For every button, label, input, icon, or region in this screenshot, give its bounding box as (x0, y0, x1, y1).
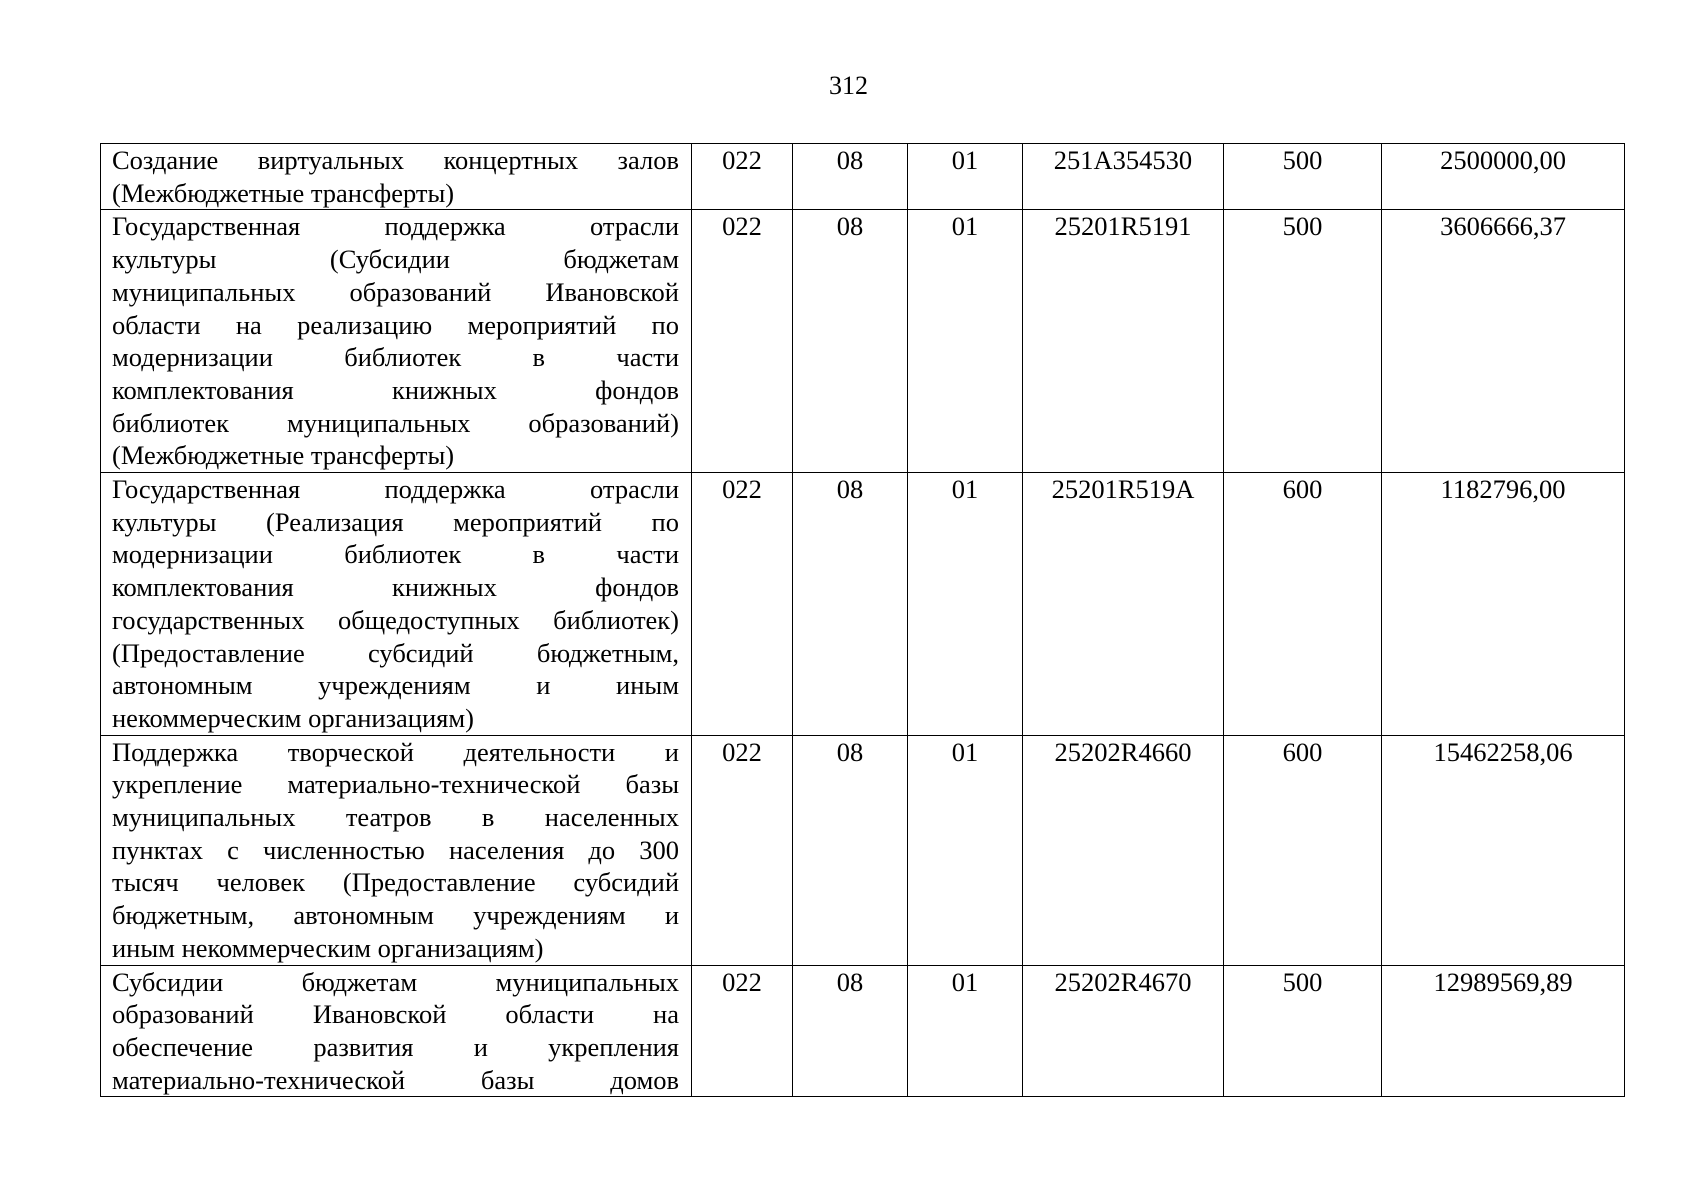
description-line: модернизации библиотек в части (112, 539, 679, 570)
description-line: муниципальных театров в населенных (112, 802, 679, 833)
row-description (101, 473, 692, 736)
section-code: 08 (793, 144, 908, 210)
target-article-code: 25201R519А (1023, 473, 1224, 736)
description-line: иным некоммерческим организациям) (112, 932, 544, 963)
expense-type-code: 600 (1224, 735, 1382, 965)
description-line: (Предоставление субсидий бюджетным, (112, 637, 679, 668)
description-line: комплектования книжных фондов (112, 374, 679, 405)
amount-value: 3606666,37 (1382, 210, 1625, 473)
subsection-code: 01 (908, 965, 1023, 1097)
subsection-code: 01 (908, 473, 1023, 736)
description-line: культуры (Реализация мероприятий по (112, 506, 679, 537)
expense-type-code: 500 (1224, 965, 1382, 1097)
ministry-code: 022 (692, 210, 793, 473)
description-line: модернизации библиотек в части (112, 342, 679, 373)
description-line: автономным учреждениям и иным (112, 670, 679, 701)
section-code: 08 (793, 965, 908, 1097)
description-line: некоммерческим организациям) (112, 702, 474, 733)
table-row (101, 144, 1625, 210)
section-code: 08 (793, 473, 908, 736)
description-line: тысяч человек (Предоставление субсидий (112, 867, 679, 898)
description-line: государственных общедоступных библиотек) (112, 604, 679, 635)
page-number: 312 (829, 71, 868, 100)
description-line: (Межбюджетные трансферты) (112, 177, 455, 208)
description-line: комплектования книжных фондов (112, 572, 679, 603)
description-line: библиотек муниципальных образований) (112, 407, 679, 438)
description-line: муниципальных образований Ивановской (112, 276, 679, 307)
subsection-code: 01 (908, 210, 1023, 473)
row-description (101, 735, 692, 965)
description-line: культуры (Субсидии бюджетам (112, 244, 679, 275)
section-code: 08 (793, 210, 908, 473)
description-line: области на реализацию мероприятий по (112, 309, 679, 340)
description-line: укрепление материально-технической базы (112, 769, 679, 800)
description-line: Поддержка творческой деятельности и (112, 736, 679, 767)
description-line: Государственная поддержка отрасли (112, 474, 679, 505)
table-row (101, 735, 1625, 965)
ministry-code: 022 (692, 473, 793, 736)
expense-type-code: 600 (1224, 473, 1382, 736)
description-line: обеспечение развития и укрепления (112, 1031, 679, 1062)
amount-value: 1182796,00 (1382, 473, 1625, 736)
row-description (101, 210, 692, 473)
ministry-code: 022 (692, 965, 793, 1097)
description-line: бюджетным, автономным учреждениям и (112, 900, 679, 931)
description-line: пунктах с численностью населения до 300 (112, 834, 679, 865)
description-line: Субсидии бюджетам муниципальных (112, 966, 679, 997)
expense-type-code: 500 (1224, 144, 1382, 210)
target-article-code: 25202R4670 (1023, 965, 1224, 1097)
expense-type-code: 500 (1224, 210, 1382, 473)
row-description (101, 144, 692, 210)
ministry-code: 022 (692, 735, 793, 965)
description-line: (Межбюджетные трансферты) (112, 440, 455, 471)
ministry-code: 022 (692, 144, 793, 210)
amount-value: 2500000,00 (1382, 144, 1625, 210)
description-line: образований Ивановской области на (112, 999, 679, 1030)
amount-value: 15462258,06 (1382, 735, 1625, 965)
target-article-code: 25201R5191 (1023, 210, 1224, 473)
table-row (101, 965, 1625, 1097)
section-code: 08 (793, 735, 908, 965)
amount-value: 12989569,89 (1382, 965, 1625, 1097)
description-line: Создание виртуальных концертных залов (112, 145, 679, 175)
subsection-code: 01 (908, 735, 1023, 965)
row-description (101, 965, 692, 1097)
description-line: Государственная поддержка отрасли (112, 211, 679, 242)
table-row (101, 473, 1625, 736)
subsection-code: 01 (908, 144, 1023, 210)
description-line: материально-технической базы домов (112, 1064, 679, 1095)
target-article-code: 251A354530 (1023, 144, 1224, 210)
budget-table (100, 143, 1625, 1097)
target-article-code: 25202R4660 (1023, 735, 1224, 965)
table-body (101, 144, 1625, 1097)
table-row (101, 210, 1625, 473)
